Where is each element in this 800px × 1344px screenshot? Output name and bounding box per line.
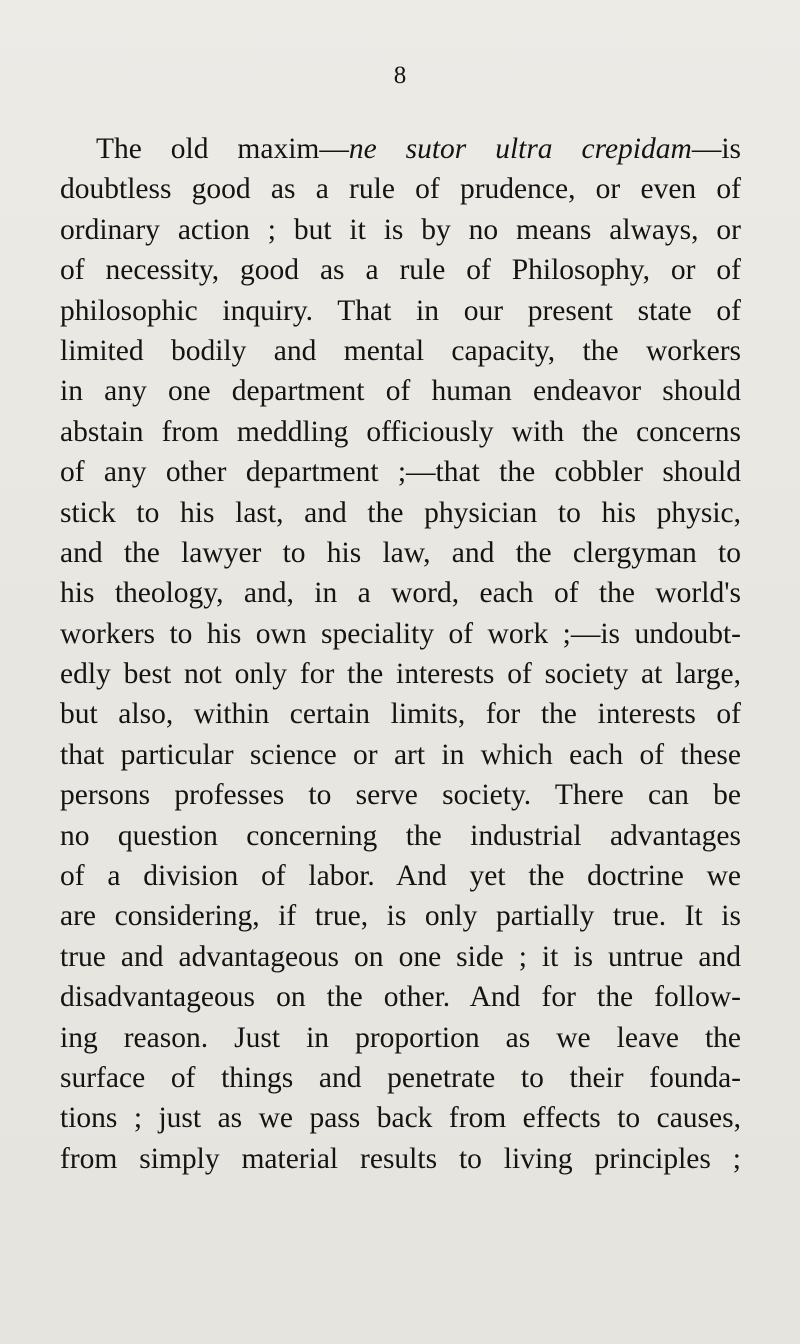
text-line-17: persons professes to serve society. There can be — [60, 779, 741, 812]
text-line-20: are considering, if true, is only partially true. It is — [60, 900, 741, 933]
text-line-2: doubtless good as a rule of prudence, or even of — [60, 173, 741, 206]
text-line-3: ordinary action ; but it is by no means always, or — [60, 213, 741, 246]
text-line-16: that particular science or art in which each of these — [60, 738, 741, 771]
text-line-5: philosophic inquiry. That in our present state of — [60, 294, 741, 327]
text-line-8: abstain from meddling officiously with the concerns — [60, 415, 741, 448]
text-line-7: in any one department of human endeavor should — [60, 375, 741, 408]
text-line-13: workers to his own speciality of work ;—is undoubt- — [60, 617, 741, 650]
latin-maxim: ne sutor ultra crepidam — [348, 133, 692, 165]
text-line-12: his theology, and, in a word, each of the world's — [60, 577, 741, 610]
text-line-18: no question concerning the industrial advantages — [60, 819, 741, 852]
text-line-26: from simply material results to living principles ; — [60, 1142, 741, 1175]
text-line-9: of any other department ;—that the cobbler should — [60, 456, 741, 489]
text-line-25: tions ; just as we pass back from effects to causes, — [60, 1102, 741, 1135]
body-paragraph — [60, 129, 741, 1179]
text-line-1-start: The old maxim— — [96, 133, 349, 165]
text-line-10: stick to his last, and the physician to his physic, — [60, 496, 741, 529]
text-line-14: edly best not only for the interests of society at large, — [60, 658, 741, 691]
text-line-1 — [60, 129, 741, 169]
text-line-6: limited bodily and mental capacity, the workers — [60, 334, 741, 367]
text-line-21: true and advantageous on one side ; it is untrue and — [60, 940, 741, 973]
page-number: 8 — [393, 62, 407, 89]
text-line-23: ing reason. Just in proportion as we leave the — [60, 1021, 741, 1054]
text-line-15: but also, within certain limits, for the interests of — [60, 698, 741, 731]
text-line-4: of necessity, good as a rule of Philosophy, or of — [60, 254, 741, 287]
text-line-24: surface of things and penetrate to their founda- — [60, 1061, 741, 1094]
text-line-22: disadvantageous on the other. And for the follow- — [60, 981, 741, 1014]
text-line-11: and the lawyer to his law, and the clergyman to — [60, 536, 741, 569]
text-line-1-end: —is — [691, 133, 741, 165]
text-line-19: of a division of labor. And yet the doctrine we — [60, 860, 741, 893]
